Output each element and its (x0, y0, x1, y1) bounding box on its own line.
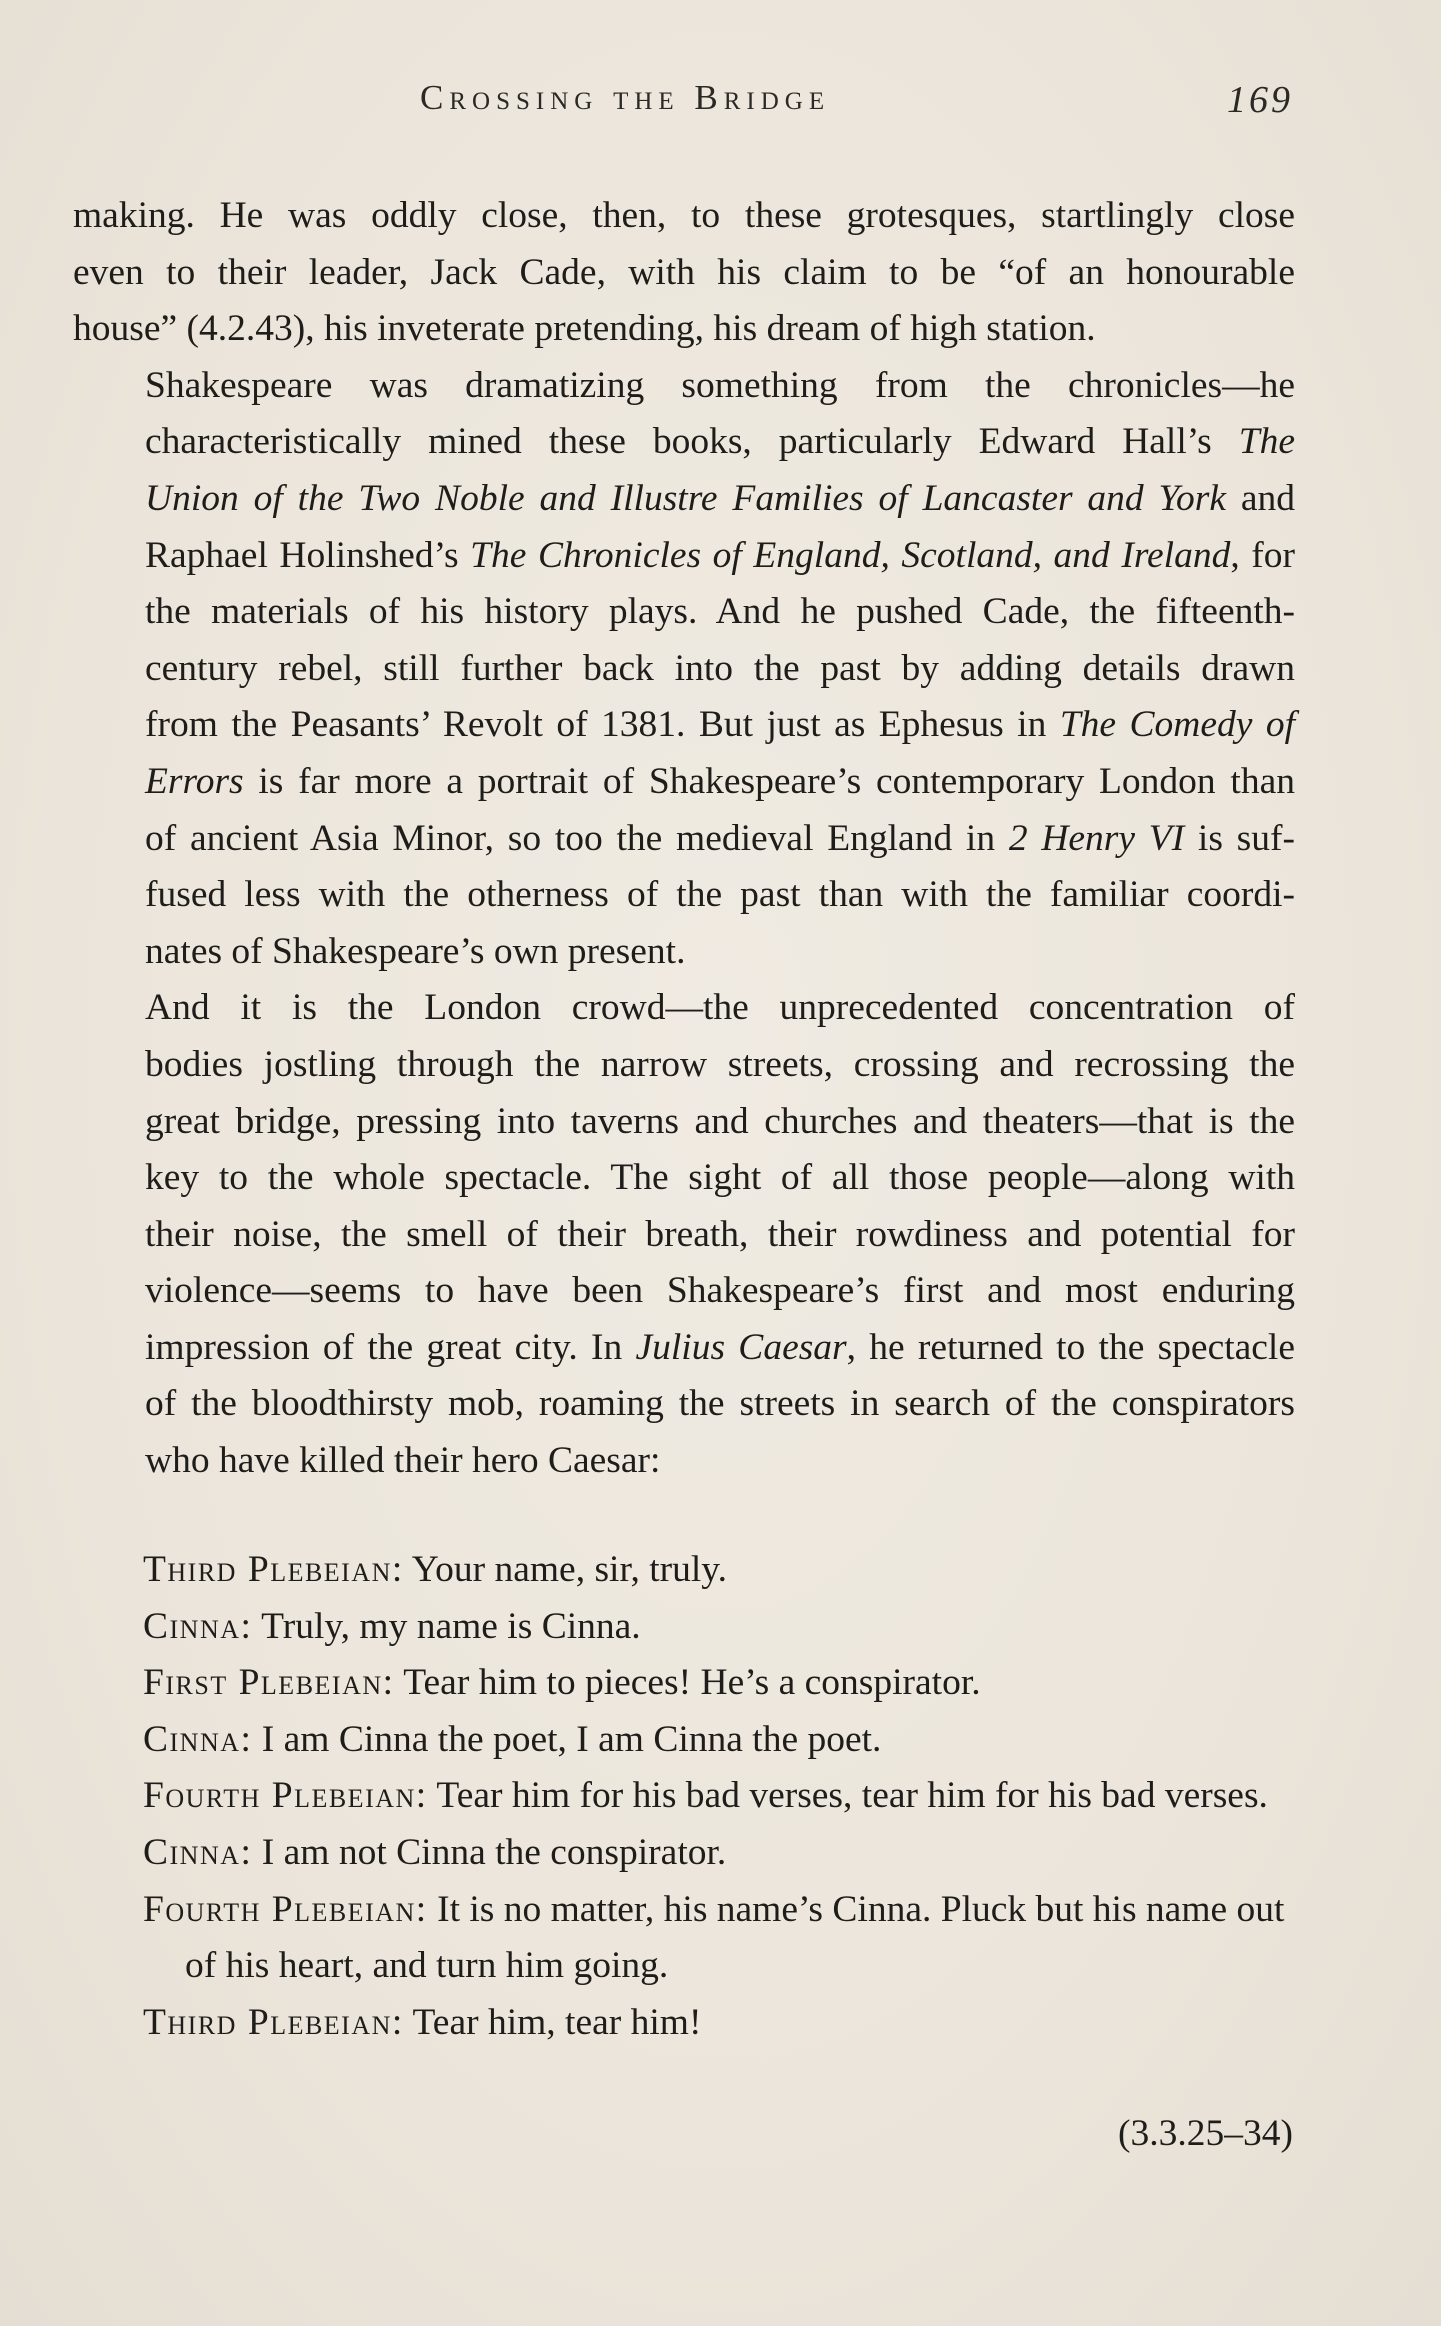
speaker-name: Cinna: (143, 1605, 253, 1647)
text-line: who have killed their hero Caesar: (145, 1440, 661, 1482)
speech-line (143, 1825, 1295, 1882)
speech-text: I am Cinna the poet, I am Cinna the poet. (261, 1718, 882, 1760)
speech-text: Tear him to pieces! He’s a conspirator. (403, 1662, 981, 1704)
text-line: century rebel, still further back into the past by adding details drawn (145, 647, 1295, 689)
page-number: 169 (1227, 79, 1293, 121)
text-line: making. He was oddly close, then, to these grotesques, startlingly close (73, 195, 1295, 236)
speaker-name: First Plebeian: (143, 1662, 395, 1704)
speech-text: I am not Cinna the conspirator. (261, 1831, 727, 1873)
speech-line (143, 1655, 1295, 1712)
italic-title: The Comedy of (1059, 704, 1296, 746)
text-line: Union of the Two Noble and Illustre Families of Lancaster and York and (145, 477, 1295, 519)
italic-title: The (1238, 421, 1295, 463)
speaker-name: Third Plebeian: (143, 1549, 404, 1590)
italic-title: Julius Caesar (635, 1326, 847, 1368)
block-quote (143, 1542, 1295, 2051)
speech-text: It is no matter, his name’s Cinna. Pluck but his name out of his heart, and turn him going. (185, 1888, 1285, 1987)
speech-text: Your name, sir, truly. (411, 1549, 727, 1590)
text-line: violence—seems to have been Shakespeare’s first and most enduring (145, 1270, 1295, 1312)
speaker-name: Cinna: (143, 1718, 253, 1760)
paragraph-2 (73, 358, 1295, 981)
italic-title: The Chronicles of England, Scotland, and Ireland (470, 534, 1231, 576)
speech-line (143, 1599, 1295, 1656)
speech-line (143, 1768, 1295, 1825)
text-line: fused less with the otherness of the past than with the familiar coordi- (145, 874, 1295, 916)
body-text (73, 188, 1295, 1490)
speech-line (143, 1712, 1295, 1769)
speech-line (143, 1882, 1295, 1995)
speaker-name: Fourth Plebeian: (143, 1888, 428, 1930)
text-line: even to their leader, Jack Cade, with his claim to be “of an honourable (73, 251, 1295, 293)
text-line: from the Peasants’ Revolt of 1381. But just as Ephesus in The Comedy of (145, 704, 1296, 746)
text-line: characteristically mined these books, particularly Edward Hall’s The (145, 421, 1295, 463)
text-line: of the bloodthirsty mob, roaming the streets in search of the conspirators (145, 1383, 1295, 1425)
speech-text: Tear him for his bad verses, tear him for his bad verses. (436, 1775, 1268, 1817)
text-line: And it is the London crowd—the unprecedented concentration of (145, 987, 1295, 1029)
speaker-name: Cinna: (143, 1831, 253, 1873)
italic-title: Union of the Two Noble and Illustre Families of Lancaster and York (145, 477, 1226, 519)
text-line: of ancient Asia Minor, so too the medieval England in 2 Henry VI is suf- (145, 817, 1295, 859)
speaker-name: Third Plebeian: (143, 2001, 404, 2043)
running-head (0, 78, 1441, 128)
text-line: Raphael Holinshed’s The Chronicles of England, Scotland, and Ireland, for (145, 534, 1295, 576)
text-line: impression of the great city. In Julius Caesar, he returned to the spectacle (145, 1326, 1295, 1368)
text-line: the materials of his history plays. And he pushed Cade, the fifteenth- (145, 591, 1295, 633)
text-line: Errors is far more a portrait of Shakespeare’s contemporary London than (145, 760, 1295, 802)
speaker-name: Fourth Plebeian: (143, 1775, 428, 1817)
text-line: great bridge, pressing into taverns and churches and theaters—that is the (145, 1100, 1295, 1142)
quote-citation: (3.3.25–34) (1118, 2113, 1293, 2154)
paragraph-1 (73, 188, 1295, 358)
paragraph-3 (73, 980, 1295, 1489)
text-line: their noise, the smell of their breath, their rowdiness and potential for (145, 1213, 1295, 1255)
text-line: house” (4.2.43), his inveterate pretending, his dream of high station. (73, 308, 1096, 350)
running-title: Crossing the Bridge (420, 78, 831, 117)
italic-title: 2 Henry VI (1008, 817, 1185, 859)
text-line: key to the whole spectacle. The sight of all those people—along with (145, 1157, 1295, 1199)
speech-text: Truly, my name is Cinna. (261, 1605, 641, 1647)
speech-line (143, 1542, 1295, 1599)
speech-text: Tear him, tear him! (412, 2001, 702, 2043)
text-line: nates of Shakespeare’s own present. (145, 930, 686, 972)
text-line: bodies jostling through the narrow streets, crossing and recrossing the (145, 1043, 1295, 1085)
text-line: Shakespeare was dramatizing something from the chronicles—he (145, 364, 1295, 406)
italic-title: Errors (145, 760, 244, 802)
speech-line (143, 1995, 1295, 2052)
